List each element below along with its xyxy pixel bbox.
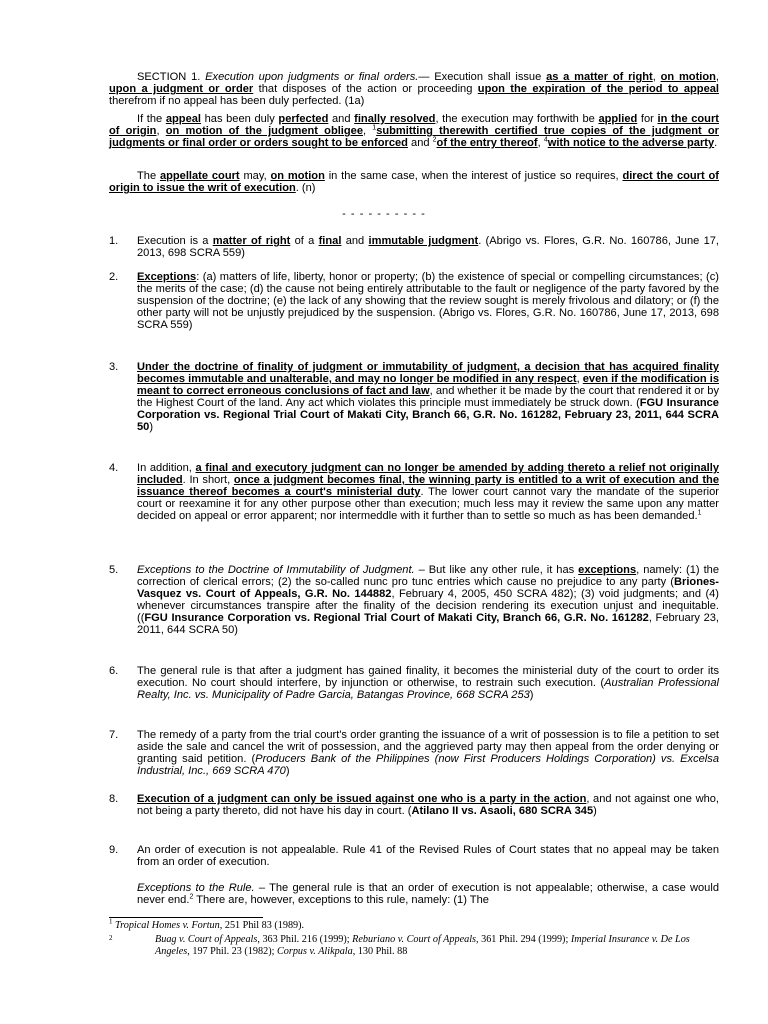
item-number: 7. [109,729,119,741]
list-item-5 [109,564,719,637]
list-item-4 [109,462,719,522]
superscript-marker: 1 [372,124,377,132]
section-paragraph-1: SECTION 1. Execution upon judgments or final orders.— Execution shall issue as a matter of right, on motion, upon a judgment or order that disposes of the action or proceeding upon the expiration of the period to appeal therefrom if no appeal has been duly perfected. (1a) [109,71,720,108]
item-number: 3. [109,361,119,373]
item-text: Execution of a judgment can only be issued against one who is a party in the action, and not against one who, not being a party thereto, did not have his day in court. (Atilano II vs. Asaoli, 680 SCRA 345) [137,793,719,818]
footnote-marker: 2 [189,893,194,901]
item-text: The remedy of a party from the trial court's order granting the issuance of a writ of possession is to file a petition to set aside the sale and cancel the writ of possession, and the aggrieved party may then appeal from the order denying or granting said petition. (Producers Bank of the Philippines (now First Producers Holdings Corporation) vs. Excelsa Industrial, Inc., 669 SCRA 470) [137,729,719,778]
item-text: The general rule is that after a judgment has gained finality, it becomes the ministerial duty of the court to order its execution. No court should interfere, by injunction or otherwise, to restrain such execution. (Australian Professional Realty, Inc. vs. Municipality of Padre Garcia, Batangas Province, 668 SCRA 253) [137,665,719,702]
footnote-rule [109,917,263,918]
item-number: 1. [109,235,119,247]
item-text: Execution is a matter of right of a final and immutable judgment. (Abrigo vs. Flores, G.R. No. 160786, June 17, 2013, 698 SCRA 559) [137,235,719,260]
section-paragraph-3: The appellate court may, on motion in the same case, when the interest of justice so requires, direct the court of origin to issue the writ of execution. (n) [109,170,719,195]
superscript-marker: 2 [432,136,437,144]
item-number: 9. [109,844,119,856]
footnote-2: 2 Buag v. Court of Appeals, 363 Phil. 216 (1999); Reburiano v. Court of Appeals, 361 Phil. 294 (1999); Imperial Insurance v. De Los Angeles, 197 Phil. 23 (1982); Corpus v. Alikpala, 130 Phil. 88 [109,934,690,957]
item-number: 8. [109,793,119,805]
exceptions-paragraph: Exceptions to the Rule. – The general rule is that an order of execution is not appealable; otherwise, a case would never end.$^2$ There are, however, exceptions to this rule, namely: (1) The [137,882,719,907]
list-item-9 [109,844,719,868]
list-item-8 [109,793,719,817]
footnote-1: $^1$ Tropical Homes v. Fortun, 251 Phil 83 (1989). [109,917,305,931]
item-number: 4. [109,462,119,474]
item-text: In addition, a final and executory judgment can no longer be amended by adding thereto a relief not originally included. In short, once a judgment becomes final, the winning party is entitled to a writ of execution and the issuance thereof becomes a court's ministerial duty. The lower court cannot vary the mandate of the superior court or reexamine it for any other purpose other than execution; much less may it review the same upon any matter decided on appeal or error apparent; nor intermeddle with it further than to settle so much as has been demanded.$^1$ [137,462,719,523]
list-item-1 [109,235,719,259]
item-text: Under the doctrine of finality of judgment or immutability of judgment, a decision that has acquired finality becomes immutable and unalterable, and may no longer be modified in any respect, even if the modification is meant to correct erroneous conclusions of fact and law, and whether it be made by the court that rendered it or by the Highest Court of the land. Any act which violates this principle must immediately be struck down. (FGU Insurance Corporation vs. Regional Trial Court of Makati City, Branch 66, G.R. No. 161282, February 23, 2011, 644 SCRA 50) [137,361,719,434]
list-item-7 [109,729,719,777]
item-text: Exceptions: (a) matters of life, liberty, honor or property; (b) the existence of special or compelling circumstances; (c) the merits of the case; (d) the cause not being entirely attributable to the fault or negligence of the party favored by the suspension of the doctrine; (e) the lack of any showing that the review sought is merely frivolous and dilatory; or (f) the other party will not be unjustly prejudiced by the suspension. (Abrigo vs. Flores, G.R. No. 160786, June 17, 2013, 698 SCRA 559) [137,271,719,332]
list-item-6 [109,665,719,701]
list-item-3 [109,361,719,434]
section-paragraph-2: If the appeal has been duly perfected and finally resolved, the execution may forthwith be applied for in the court of origin, on motion of the judgment obligee, $^1$submitting therewith certified true copies of the judgment or judgments or final order or orders sought to be enforced and $^2$of the entry thereof, $^4$with notice to the adverse party. [109,113,719,150]
superscript-marker: 4 [543,136,548,144]
footnote-marker: 1 [697,509,702,517]
footnote-mark: 1 [109,917,113,926]
item-number: 6. [109,665,119,677]
item-number: 2. [109,271,119,283]
item-text: Exceptions to the Doctrine of Immutability of Judgment. – But like any other rule, it has exceptions, namely: (1) the correction of clerical errors; (2) the so-called nunc pro tunc entries which cause no prejudice to any party (Briones-Vasquez vs. Court of Appeals, G.R. No. 144882, February 4, 2005, 450 SCRA 482); (3) void judgments; and (4) whenever circumstances transpire after the finality of the decision rendering its execution unjust and inequitable. ((FGU Insurance Corporation vs. Regional Trial Court of Makati City, Branch 66, G.R. No. 161282, February 23, 2011, 644 SCRA 50) [137,564,720,637]
list-item-2 [109,271,719,331]
section-divider: - - - - - - - - - - [342,208,426,220]
item-number: 5. [109,564,119,576]
item-text: An order of execution is not appealable. Rule 41 of the Revised Rules of Court states that no appeal may be taken from an order of execution. [137,844,719,869]
